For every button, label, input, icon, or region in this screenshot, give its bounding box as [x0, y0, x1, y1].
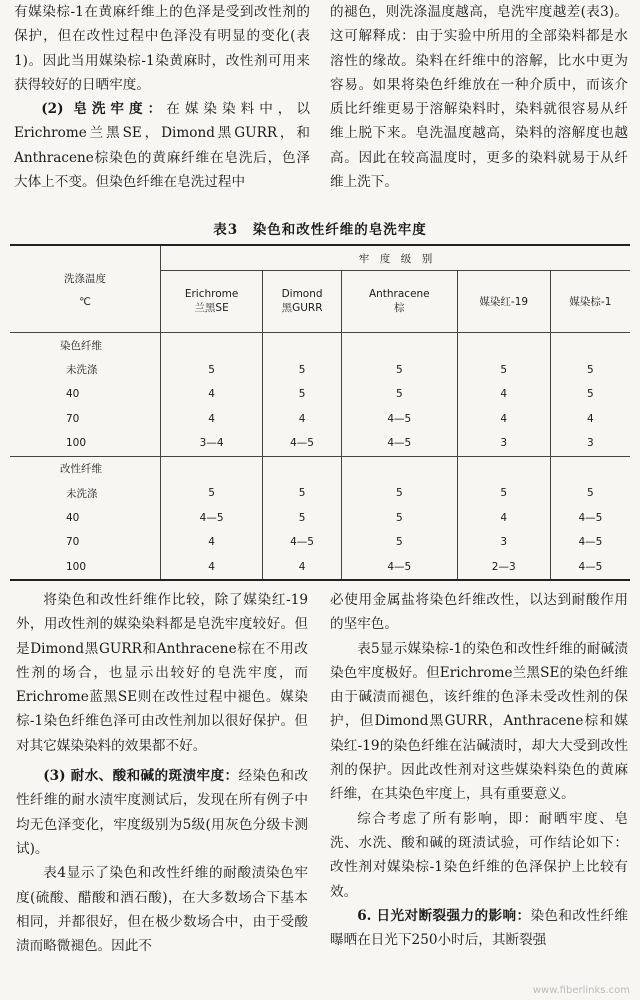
temperature-cell: 40 [66, 511, 80, 524]
grade-cell: 4 [457, 407, 550, 432]
table-3 [10, 244, 630, 581]
section-row [10, 333, 630, 358]
text-column-bottom-left [16, 588, 308, 958]
table-row [10, 358, 630, 383]
grade-cell: 5 [550, 481, 630, 506]
corner-label: 洗涤温度 [64, 272, 106, 285]
temperature-cell: 70 [66, 536, 80, 549]
grade-cell: 5 [341, 481, 457, 506]
grade-cell: 3—4 [161, 431, 263, 456]
grade-cell: 4 [457, 506, 550, 531]
grade-cell: 4 [161, 555, 263, 581]
text-column-top-right [330, 0, 628, 194]
grade-cell: 4—5 [550, 555, 630, 581]
grade-cell: 4 [161, 382, 263, 407]
grade-cell: 5 [161, 358, 263, 383]
grade-cell: 4—5 [341, 555, 457, 581]
grade-cell: 4 [161, 407, 263, 432]
grade-cell: 3 [457, 431, 550, 456]
grade-cell: 5 [341, 506, 457, 531]
empty-cell [457, 333, 550, 358]
section-label: 染色纤维 [60, 339, 102, 352]
paragraph: 表4显示了染色和改性纤维的耐酸渍染色牢度(硫酸、醋酸和酒石酸)，在大多数场合下基本相同，并都很好，但在极少数场合中，由于受酸渍而略微褪色。因此不 [16, 865, 308, 955]
section-row [10, 456, 630, 481]
table-row [10, 555, 630, 581]
grade-cell: 4—5 [263, 530, 342, 555]
paragraph: 综合考虑了所有影响，即：耐晒牢度、皂洗、水洗、酸和碱的斑渍试验，可作结论如下：改性剂对媒染棕-1染色纤维的色泽保护上比较有效。 [330, 810, 628, 900]
paragraph: 表5显示媒染棕-1的染色和改性纤维的耐碱渍染色牢度极好。但Erichrome兰黑SE的染色纤维由于碱渍而褪色，该纤维的色泽未受改性剂的保护，但Dimond黑GURR，Anthracene棕和媒染红-19的染色纤维在沾碱渍时，却大大受到改性剂的保护。因此改性剂对这些媒染料染色的黄麻纤维，在其染色牢度上，具有重要意义。 [330, 640, 628, 803]
grade-cell: 5 [341, 530, 457, 555]
grade-cell: 5 [457, 358, 550, 383]
grade-cell: 5 [341, 358, 457, 383]
grade-cell: 5 [341, 382, 457, 407]
paragraph-text: 染色和改性纤维曝晒在日光下250小时后，其断裂强 [330, 907, 628, 949]
section-heading: (2) 皂洗牢度： [41, 101, 167, 118]
section-heading: 6. 日光对断裂强力的影响： [357, 907, 531, 924]
column-header: Erichrome 兰黑SE [161, 271, 263, 333]
table-title: 表3 染色和改性纤维的皂洗牢度 [213, 222, 427, 238]
grade-cell: 5 [161, 481, 263, 506]
grade-cell: 5 [263, 382, 342, 407]
paragraph [16, 764, 308, 861]
text-column-bottom-right [330, 588, 628, 952]
grade-cell: 5 [550, 382, 630, 407]
column-group-header: 牢 度 级 别 [161, 245, 631, 271]
watermark: www.fiberlinks.com [532, 985, 630, 996]
table-row [10, 506, 630, 531]
grade-cell: 2—3 [457, 555, 550, 581]
grade-cell: 5 [263, 481, 342, 506]
paragraph-text: 在媒染染料中，以Erichrome兰黑SE，Dimond黑GURR，和Anthracene棕染色的黄麻纤维在皂洗后，色泽大体上不变。但染色纤维在皂洗过程中 [14, 101, 311, 191]
temperature-cell: 100 [66, 437, 87, 450]
table-body [10, 333, 630, 581]
temperature-cell: 40 [66, 388, 80, 401]
paragraph: 的褪色，则洗涤温度越高，皂洗牢度越差(表3)。这可解释成：由于实验中所用的全部染料都是水溶性的缘故。染料在纤维中的溶解，比水中更为容易。如果将染色纤维放在一种介质中，而该介质比纤维更易于溶解染料时，染料就很容易从纤维上脱下来。皂洗温度越高，染料的溶解度也越高。因此在较高温度时，更多的染料就易于从纤维上洗下。 [330, 4, 628, 191]
corner-header [10, 245, 161, 333]
grade-cell: 4 [263, 407, 342, 432]
empty-cell [457, 456, 550, 481]
grade-cell: 4 [550, 407, 630, 432]
grade-cell: 4—5 [341, 431, 457, 456]
grade-cell: 3 [550, 431, 630, 456]
paragraph: 必使用金属盐将染色纤维改性，以达到耐酸作用的坚牢色。 [330, 592, 628, 633]
grade-cell: 5 [550, 358, 630, 383]
table-row [10, 382, 630, 407]
grade-cell: 4 [457, 382, 550, 407]
table-row [10, 530, 630, 555]
grade-cell: 3 [457, 530, 550, 555]
column-header: 媒染棕-1 [550, 271, 630, 333]
grade-cell: 5 [263, 358, 342, 383]
empty-cell [161, 333, 263, 358]
paragraph: 将染色和改性纤维作比较，除了媒染红-19外，用改性剂的媒染染料都是皂洗牢度较好。但是Dimond黑GURR和Anthracene棕在不用改性剂的场合，也显示出较好的皂洗牢度，而Erichrome蓝黑SE则在改性过程中褪色。媒染棕-1染色纤维色泽可由改性剂加以很好保护。但对其它媒染染料的效果都不好。 [16, 592, 308, 754]
grade-cell: 4—5 [550, 530, 630, 555]
column-header: Anthracene 棕 [341, 271, 457, 333]
grade-cell: 4 [161, 530, 263, 555]
paragraph: 有媒染棕-1在黄麻纤维上的色泽是受到改性剂的保护，但在改性过程中色泽没有明显的变化(表1)。因此当用媒染棕-1染黄麻时，改性剂可用来获得较好的日晒牢度。 [14, 4, 310, 93]
grade-cell: 4—5 [550, 506, 630, 531]
grade-cell: 4—5 [341, 407, 457, 432]
table-row [10, 431, 630, 456]
empty-cell [341, 456, 457, 481]
empty-cell [550, 333, 630, 358]
section-heading: (3) 耐水、酸和碱的斑渍牢度： [43, 768, 239, 785]
temperature-cell: 100 [66, 560, 87, 573]
section-label: 改性纤维 [60, 463, 102, 476]
empty-cell [341, 333, 457, 358]
text-column-top-left [14, 0, 310, 194]
corner-unit: ℃ [79, 295, 91, 308]
grade-cell: 5 [457, 481, 550, 506]
paragraph-text: 经染色和改性纤维的耐水渍牢度测试后，发现在所有例子中均无色泽变化，牢度级别为5级(用灰色分级卡测试)。 [16, 768, 309, 857]
table-row [10, 481, 630, 506]
column-header: 媒染红-19 [457, 271, 550, 333]
empty-cell [263, 333, 342, 358]
paragraph [14, 97, 310, 194]
grade-cell: 4—5 [161, 506, 263, 531]
temperature-cell: 未洗涤 [66, 364, 98, 377]
table-row [10, 407, 630, 432]
column-header: Dimond 黑GURR [263, 271, 342, 333]
paragraph [330, 904, 628, 953]
temperature-cell: 70 [66, 412, 80, 425]
grade-cell: 5 [263, 506, 342, 531]
grade-cell: 4 [263, 555, 342, 581]
empty-cell [263, 456, 342, 481]
grade-cell: 4—5 [263, 431, 342, 456]
temperature-cell: 未洗涤 [66, 487, 98, 500]
empty-cell [550, 456, 630, 481]
empty-cell [161, 456, 263, 481]
